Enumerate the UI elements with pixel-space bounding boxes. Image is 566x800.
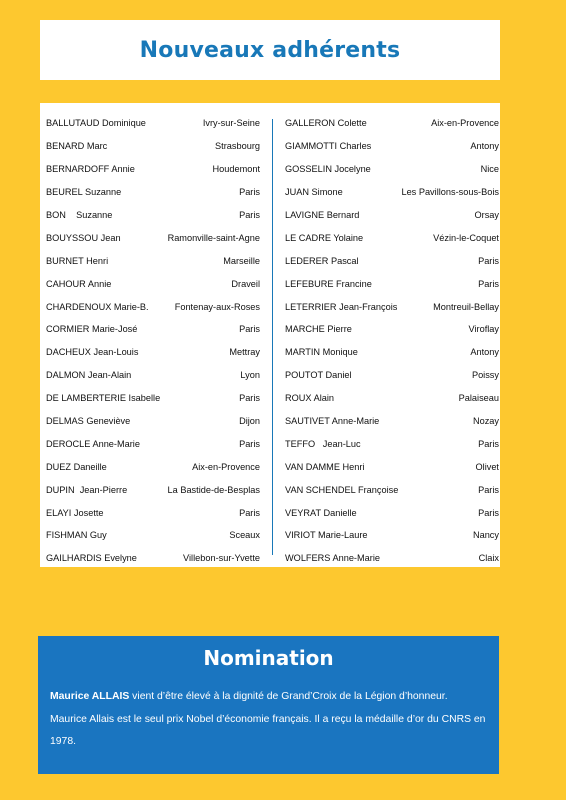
member-city: Paris — [478, 438, 499, 449]
member-city: Les Pavillons-sous-Bois — [401, 187, 499, 198]
member-name: DUEZ Daneille — [46, 461, 107, 472]
member-name: CHARDENOUX Marie-B. — [46, 301, 149, 312]
members-list-panel — [40, 103, 500, 567]
member-city: Lyon — [240, 370, 260, 381]
member-name: MARTIN Monique — [285, 347, 358, 358]
member-name: GALLERON Colette — [285, 118, 367, 129]
nomination-heading: Nomination — [203, 646, 334, 670]
member-city: Paris — [478, 278, 499, 289]
member-city: Vézin-le-Coquet — [433, 232, 499, 243]
member-city: Palaiseau — [458, 393, 499, 404]
member-name: BOUYSSOU Jean — [46, 232, 121, 243]
member-row — [285, 432, 499, 455]
member-name: BURNET Henri — [46, 255, 109, 266]
member-city: Ramonville-saint-Agne — [167, 232, 260, 243]
member-name: ELAYI Josette — [46, 507, 104, 518]
member-name: CORMIER Marie-José — [46, 324, 138, 335]
member-city: Paris — [239, 393, 260, 404]
member-row — [46, 501, 260, 524]
member-row — [285, 135, 499, 158]
member-name: BON Suzanne — [46, 210, 113, 220]
member-city: Aix-en-Provence — [431, 118, 499, 129]
column-divider — [272, 119, 273, 555]
member-row — [46, 204, 260, 227]
member-row — [46, 135, 260, 158]
member-row — [285, 478, 499, 501]
member-row — [46, 249, 260, 272]
member-row — [285, 226, 499, 249]
member-row — [285, 364, 499, 387]
member-row — [285, 547, 499, 570]
member-row — [46, 432, 260, 455]
member-row — [46, 158, 260, 181]
member-row — [285, 112, 499, 135]
member-name: DUPIN Jean-Pierre — [46, 484, 128, 495]
member-city: Orsay — [474, 210, 499, 220]
nomination-line-1: vient d’être élevé à la dignité de Grand’Croix de la Légion d’honneur. — [129, 691, 448, 702]
title-banner — [40, 20, 500, 80]
member-name: BALLUTAUD Dominique — [46, 118, 146, 129]
member-name: BENARD Marc — [46, 141, 108, 152]
member-city: Paris — [239, 210, 260, 220]
members-column-left — [46, 112, 260, 570]
member-name: BEUREL Suzanne — [46, 187, 122, 198]
member-row — [285, 501, 499, 524]
member-name: JUAN Simone — [285, 187, 343, 198]
member-row — [285, 249, 499, 272]
member-name: VEYRAT Danielle — [285, 507, 357, 518]
member-name: TEFFO Jean-Luc — [285, 438, 361, 449]
member-row — [285, 181, 499, 204]
member-name: DALMON Jean-Alain — [46, 370, 132, 381]
member-row — [285, 295, 499, 318]
member-row — [285, 204, 499, 227]
member-name: FISHMAN Guy — [46, 530, 107, 541]
member-name: DEROCLE Anne-Marie — [46, 438, 140, 449]
nomination-text — [50, 686, 489, 754]
member-row — [46, 478, 260, 501]
member-name: GOSSELIN Jocelyne — [285, 164, 371, 175]
member-city: Dijon — [239, 416, 260, 427]
member-name: LETERRIER Jean-François — [285, 301, 398, 312]
member-row — [285, 410, 499, 433]
member-name: LAVIGNE Bernard — [285, 210, 360, 220]
member-name: DE LAMBERTERIE Isabelle — [46, 393, 161, 404]
member-name: CAHOUR Annie — [46, 278, 112, 289]
member-row — [46, 112, 260, 135]
member-row — [285, 524, 499, 547]
member-row — [46, 410, 260, 433]
member-name: VAN DAMME Henri — [285, 461, 365, 472]
member-city: Olivet — [475, 461, 499, 472]
member-name: POUTOT Daniel — [285, 370, 352, 381]
member-city: Montreuil-Bellay — [433, 301, 499, 312]
member-city: Sceaux — [229, 530, 260, 541]
member-row — [46, 318, 260, 341]
page-title: Nouveaux adhérents — [139, 37, 401, 63]
member-city: Paris — [478, 484, 499, 495]
member-city: Viroflay — [468, 324, 499, 335]
member-row — [285, 318, 499, 341]
member-row — [46, 295, 260, 318]
member-row — [285, 455, 499, 478]
member-row — [46, 226, 260, 249]
member-name: ROUX Alain — [285, 393, 335, 404]
member-row — [46, 341, 260, 364]
member-name: LEFEBURE Francine — [285, 278, 372, 289]
member-city: Mettray — [229, 347, 260, 358]
member-city: Fontenay-aux-Roses — [174, 301, 260, 312]
member-city: Marseille — [223, 255, 260, 266]
member-name: BERNARDOFF Annie — [46, 164, 135, 175]
member-city: Nozay — [472, 416, 499, 427]
member-name: DELMAS Geneviève — [46, 416, 131, 427]
member-row — [46, 455, 260, 478]
member-city: La Bastide-de-Besplas — [167, 484, 260, 495]
member-city: Paris — [239, 187, 260, 198]
member-city: Antony — [470, 347, 499, 358]
member-city: Paris — [478, 507, 499, 518]
member-city: Paris — [239, 507, 260, 518]
member-row — [46, 364, 260, 387]
member-city: Villebon-sur-Yvette — [183, 553, 260, 564]
member-city: Houdemont — [212, 164, 260, 175]
member-name: VAN SCHENDEL Françoise — [285, 484, 399, 495]
member-row — [46, 387, 260, 410]
member-name: DACHEUX Jean-Louis — [46, 347, 139, 358]
member-row — [285, 341, 499, 364]
member-city: Poissy — [471, 370, 499, 381]
member-row — [46, 181, 260, 204]
member-city: Paris — [239, 438, 260, 449]
nomination-line-2: Maurice Allais est le seul prix Nobel d’économie français. Il a reçu la médaille d’or du CNRS en 1978. — [50, 713, 486, 747]
member-name: LE CADRE Yolaine — [285, 232, 364, 243]
member-city: Paris — [239, 324, 260, 335]
member-name: LEDERER Pascal — [285, 255, 359, 266]
member-city: Nice — [480, 164, 499, 175]
member-row — [285, 272, 499, 295]
member-name: MARCHE Pierre — [285, 324, 352, 335]
member-city: Paris — [478, 255, 499, 266]
member-name: SAUTIVET Anne-Marie — [285, 416, 380, 427]
member-name: VIRIOT Marie-Laure — [285, 530, 368, 541]
member-name: GIAMMOTTI Charles — [285, 141, 372, 152]
member-row — [285, 387, 499, 410]
member-name: WOLFERS Anne-Marie — [285, 553, 380, 564]
member-row — [285, 158, 499, 181]
members-column-right — [285, 112, 499, 570]
nominee-name: Maurice ALLAIS — [50, 691, 130, 702]
member-city: Draveil — [231, 278, 260, 289]
member-row — [46, 524, 260, 547]
member-row — [46, 272, 260, 295]
nomination-panel — [38, 636, 499, 774]
member-name: GAILHARDIS Evelyne — [46, 553, 137, 564]
member-city: Ivry-sur-Seine — [202, 118, 260, 129]
member-city: Antony — [470, 141, 499, 152]
member-city: Claix — [478, 553, 499, 564]
member-city: Strasbourg — [215, 141, 260, 152]
member-city: Nancy — [472, 530, 499, 541]
member-city: Aix-en-Provence — [192, 461, 260, 472]
member-row — [46, 547, 260, 570]
